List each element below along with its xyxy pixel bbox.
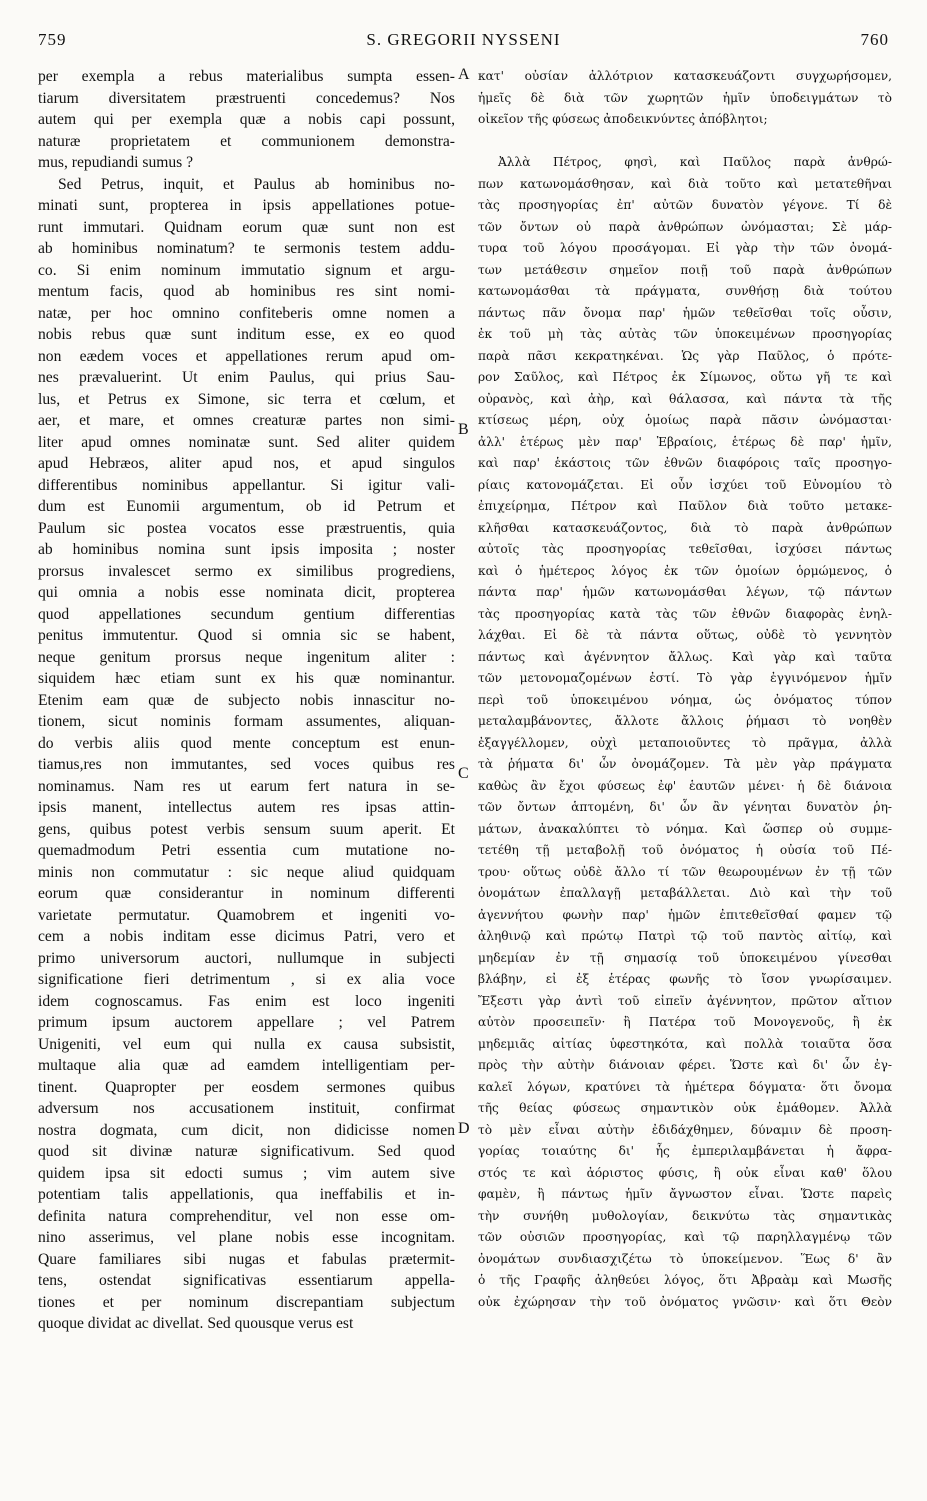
latin-text-line: penitus immutentur. Quod si omnia sic se habent, xyxy=(38,627,455,644)
greek-text-line: ἐπιχείρημα, Πέτρον καὶ Παῦλον διὰ τοῦτο μετακε- xyxy=(478,499,892,513)
greek-text-line: φαμὲν, ἢ πάντως ἡμῖν ἄγνωστον εἶναι. Ὥστε παρεὶς xyxy=(478,1187,892,1201)
greek-text-line: κατωνομάσθαι τὰ πράγματα, συνθήσῃ διὰ τούτου xyxy=(478,284,892,298)
latin-text-line: cem a nobis inditam esse dicimus Patri, vero et xyxy=(38,928,455,945)
latin-text-line: prorsus invalescet sermo ex similibus progrediens, xyxy=(38,562,455,580)
greek-text-line: τῆς θείας φύσεως σημαντικὸν οὐκ ἐμάθομεν. Ἀλλὰ xyxy=(478,1101,892,1115)
greek-text-line: καθὼς ἂν ἔχοι φύσεως ἐφ' ἑαυτῶν μένει· ἡ δὲ διάνοια xyxy=(478,778,892,793)
latin-text-line: qui omnia a nobis esse nominata dicit, propterea xyxy=(38,584,455,601)
latin-text-line: adversum nos accusationem instituit, confirmat xyxy=(38,1100,455,1117)
greek-text-line: λάχθαι. Εἰ δὲ τὰ πάντα οὕτως, οὐδὲ τὸ γεννητὸν xyxy=(478,628,892,642)
section-marker-a: A xyxy=(458,66,470,83)
page-number-right: 760 xyxy=(860,30,889,49)
page-number-left: 759 xyxy=(38,30,67,49)
greek-text-line: ρον Σαῦλος, καὶ Πέτρος ἐκ Σίμωνος, οὕτω γῆ τε καὶ xyxy=(478,370,892,384)
greek-text-line: ρίαις κατονομάζεται. Εἰ οὖν ἰσχύει τοῦ Εὐνομίου τὸ xyxy=(478,477,892,492)
greek-text-line: ὁ τῆς Γραφῆς ἀληθεύει λόγος, ὅτι Ἀβραὰμ καὶ Μωσῆς xyxy=(478,1273,892,1287)
latin-text-line: quoque dividat ac divellat. Sed quousque verus est xyxy=(38,1315,354,1332)
latin-text-line: significatione fieri detrimentum , si ex alia voce xyxy=(38,971,455,988)
latin-text-line: tens, ostendat significativas essentiarum appella- xyxy=(38,1272,455,1289)
latin-text-line: definita natura comprehenditur, vel non esse om- xyxy=(38,1207,455,1225)
page-header xyxy=(38,30,889,56)
latin-text-line: potentiam talis appellationis, qua ineffabilis et in- xyxy=(38,1186,455,1203)
latin-column xyxy=(38,66,455,1335)
greek-text-line: μηδεμιᾶς αἰτίας ὑφεστηκότα, καὶ πολλὰ τοιαῦτα ὅσα xyxy=(478,1036,892,1051)
greek-text-line: στός τε καὶ ἀόριστος φύσις, ἢ οὐκ εἶναι καθ' ὅλου xyxy=(478,1165,892,1180)
latin-text-line: natæ, per hoc omnino confiteberis omne nomen a xyxy=(38,304,455,322)
latin-text-line: ab hominibus nominatum? te sermonis testem addu- xyxy=(38,240,455,257)
greek-text-line: τὰ ῥήματα δι' ὧν ὀνομάζομεν. Τὰ μὲν γὰρ πράγματα xyxy=(478,757,892,771)
latin-text-line: tinent. Quapropter per eosdem sermones quibus xyxy=(38,1078,455,1096)
greek-text-line: τὴν συνήθη μυθολογίαν, δεικνύτω τὰς σημαντικὰς xyxy=(478,1208,892,1223)
greek-text-line: ἀγεννήτου φωνὴν παρ' ἡμῶν ἐπιτεθεῖσθαί φαμεν τῷ xyxy=(478,907,892,922)
greek-text-line: τὰς προσηγορίας κατὰ τὰς τῶν ἐθνῶν διαφορὰς ἐνηλ- xyxy=(478,606,892,621)
latin-text-line: quidem ipsa sit edocti sumus ; vim autem sive xyxy=(38,1164,455,1182)
latin-text-line: autem qui per exempla quæ a nobis capi possunt, xyxy=(38,111,455,128)
latin-text-line: Unigeniti, vel eum qui nulla ex causa subsistit, xyxy=(38,1035,455,1053)
greek-text-line: ἐκ τοῦ μὴ τὰς αὐτὰς τῶν ὑποκειμένων προσηγορίας xyxy=(478,327,892,341)
greek-text-line: τῶν μετονομαζομένων ἐστί. Τὸ γὰρ ἐγγινόμενον ἡμῖν xyxy=(478,671,892,685)
section-marker-d: D xyxy=(458,1120,470,1137)
greek-text-line: Ἀλλὰ Πέτρος, φησὶ, καὶ Παῦλος παρὰ ἀνθρώ- xyxy=(498,155,892,169)
latin-text-line: tiarum diversitatem præstruenti concedemus? Nos xyxy=(38,89,455,107)
latin-text-line: quod appellationes secundum gentium differentias xyxy=(38,605,455,623)
latin-text-line: siquidem hæc etiam sunt ex his quæ nominantur. xyxy=(38,670,455,687)
greek-text-line: μηδεμίαν ἐν τῇ σημασίᾳ τοῦ ὑποκειμένου γίνεσθαι xyxy=(478,950,892,965)
greek-text-line: τυρα τοῦ λόγου προσάγομαι. Εἰ γὰρ τὴν τῶν ὀνομά- xyxy=(478,241,892,255)
greek-text-line: περὶ τοῦ ὑποκειμένου νόημα, ὡς ὀνόματος τύπον xyxy=(478,692,892,707)
greek-text-line: αὐτοῖς τὰς προσηγορίας τεθεῖσθαι, ἰσχύσει πάντως xyxy=(478,542,892,556)
section-marker-c: C xyxy=(458,765,469,782)
latin-text-line: nino asserimus, vel plane nobis esse incognitam. xyxy=(38,1229,455,1246)
latin-text-line: non eædem voces et appellationes rerum apud om- xyxy=(38,347,455,365)
latin-text-line: ab hominibus nomina sunt ipsis imposita ; noster xyxy=(38,541,455,558)
greek-text-line: κτίσεως μέρη, οὐχ ὁμοίως παρὰ πᾶσιν ὠνόμασται· xyxy=(478,413,892,427)
greek-text-line: ἐξαγγέλλομεν, οὐχὶ μεταποιοῦντες τὸ πρᾶγμα, ἀλλὰ xyxy=(478,735,892,750)
latin-text-line: neque genitum prorsus neque ingenitum aliter : xyxy=(38,648,455,666)
latin-text-line: eorum quæ considerantur in nominum differenti xyxy=(38,885,455,902)
latin-text-line: multaque alia quæ ad eamdem intelligentiam per- xyxy=(38,1057,455,1074)
latin-text-line: co. Si enim nominum immutatio signum et argu- xyxy=(38,261,455,279)
paragraph-gap xyxy=(478,131,892,153)
latin-text-line: Sed Petrus, inquit, et Paulus ab hominibus no- xyxy=(58,175,455,193)
latin-text-line: nobis rebus quæ sunt inditum esse, ex eo quod xyxy=(38,326,455,343)
greek-text-line: μεταλαμβάνοντες, ἄλλοτε ἄλλοις ῥήμασι τὸ νοηθὲν xyxy=(478,714,892,728)
greek-text-line: τῶν οὐσιῶν προσηγορίας, καὶ τῷ παρηλλαγμένῳ τῶν xyxy=(478,1230,892,1244)
latin-text-line: varietate permutatur. Quamobrem et ingeniti vo- xyxy=(38,906,455,924)
greek-text-line: βλάβην, εἰ ἐξ ἑτέρας φωνῆς τὸ ἴσον γνωρίσαιμεν. xyxy=(478,972,892,986)
greek-column xyxy=(478,66,892,1313)
latin-text-line: Quare familiares sibi nugas et fabulas prætermit- xyxy=(38,1250,455,1268)
greek-text-line: των μετάθεσιν σημεῖον ποιῇ τοῦ παρὰ ἀνθρώπων xyxy=(478,262,892,277)
latin-text-line: do verbis aliis quod mente conceptum est enun- xyxy=(38,734,455,752)
greek-text-line: ὀνομάτων ἐπαλλαγῇ μεταβάλλεται. Διὸ καὶ τὴν τοῦ xyxy=(478,886,892,900)
latin-text-line: Etenim eam quæ de subjecto nobis innascitur no- xyxy=(38,691,455,709)
greek-text-line: ἀληθινῷ καὶ πρώτῳ Πατρὶ τῷ τοῦ παντὸς αἰτίῳ, καὶ xyxy=(478,929,892,943)
greek-text-line: παρὰ πᾶσι κεκρατηκέναι. Ὡς γὰρ Παῦλος, ὁ πρότε- xyxy=(478,348,892,363)
greek-text-line: καὶ ὁ ἡμέτερος λόγος ἐκ τῶν ὁμοίων ὁρμώμενος, ὁ xyxy=(478,563,892,578)
greek-text-line: οὐκ ἐχώρησαν τὴν τοῦ ὀνόματος γνῶσιν· καὶ ὅτι Θεὸν xyxy=(478,1294,892,1309)
latin-text-line: naturæ proprietatem et communionem demonstra- xyxy=(38,132,455,150)
latin-text-line: nostra dogmata, cum dicit, non didicisse nomen xyxy=(38,1121,455,1139)
greek-text-line: τῶν ὄντων ἁπτομένη, δι' ὧν ἂν γένηται δυνατὸν ῥη- xyxy=(478,800,892,814)
greek-text-line: μάτων, ἀνακαλύπτει τὸ νόημα. Καὶ ὥσπερ οὐ συμμε- xyxy=(478,821,892,836)
latin-text-line: differentibus nominibus appellantur. Si igitur vali- xyxy=(38,476,455,494)
greek-text-line: ἡμεῖς δὲ διὰ τῶν χωρητῶν ἡμῖν ὑποδειγμάτων τὸ xyxy=(478,90,892,105)
latin-text-line: idem cognoscamus. Fas enim est loco ingeniti xyxy=(38,992,455,1010)
greek-text-line: κλῆσθαι κατασκευάζοντος, διὰ τὸ παρὰ ἀνθρώπων xyxy=(478,520,892,535)
greek-text-line: πάντως πᾶν ὄνομα παρ' ἡμῶν τεθεῖσθαι τοῖς οὖσιν, xyxy=(478,305,892,320)
latin-text-line: dum est Eunomii argumentum, ob id Petrum et xyxy=(38,498,455,515)
latin-text-line: primum ipsum auctorem appellare ; vel Patrem xyxy=(38,1014,455,1031)
greek-text-line: ἀλλ' ἑτέρως μὲν παρ' Ἑβραίοις, ἑτέρως δὲ παρ' ἡμῖν, xyxy=(478,434,892,449)
greek-text-line: καλεῖ λόγων, κρατύνει τὰ ἡμέτερα δόγματα· ὅτι ὄνομα xyxy=(478,1079,892,1094)
latin-text-line: quod sit divinæ naturæ significativum. Sed quod xyxy=(38,1143,455,1160)
latin-text-line: minati sunt, propterea in ipsis appellationes potue- xyxy=(38,197,455,214)
latin-text-line: lus, et Petrus ex Simone, sic terra et cœlum, et xyxy=(38,390,455,408)
latin-text-line: Paulum sic postea vocatos esse præstruentis, quia xyxy=(38,519,455,537)
latin-text-line: ipsis manent, intellectus autem res ipsas attin- xyxy=(38,799,455,816)
latin-text-line: minis non commutatur : sic neque aliud quidquam xyxy=(38,863,455,881)
latin-text-line: tiones et per nominum discrepantiam subjectum xyxy=(38,1293,455,1311)
latin-text-line: per exempla a rebus materialibus sumpta essen- xyxy=(38,68,455,85)
running-title: S. GREGORII NYSSENI xyxy=(366,30,561,49)
greek-text-line: καὶ παρ' ἑκάστοις τῶν ἐθνῶν διαφόροις ταῖς προσηγο- xyxy=(478,456,892,470)
greek-text-line: πάντα παρ' ἡμῶν κατωνομάσθαι λέγων, τῷ πάντων xyxy=(478,585,892,599)
greek-text-line: τὰς προσηγορίας ἐπ' αὐτῶν δυνατὸν γέγονε. Τί δὲ xyxy=(478,198,892,212)
greek-text-line: ὀνομάτων συνδιασχιζέτω τὸ ὑποκείμενον. Ἕως δ' ἂν xyxy=(478,1251,892,1266)
greek-text-line: πων κατωνομάσθησαν, καὶ διὰ τοῦτο καὶ μετατεθῆναι xyxy=(478,176,892,191)
latin-text-line: gens, quibus potest verbis sensum suum aperit. Et xyxy=(38,820,455,838)
greek-text-line: τρου· οὕτως οὐδὲ ἄλλο τί τῶν θεωρουμένων ἐν τῇ τῶν xyxy=(478,864,892,879)
greek-text-line: τετέθη τῇ μεταβολῇ τοῦ ὀνόματος ἡ οὐσία τοῦ Πέ- xyxy=(478,843,892,857)
greek-text-line: γορίας τοιαύτης δι' ἧς ἐμπεριλαμβάνεται ἡ ἄφρα- xyxy=(478,1144,892,1158)
latin-text-line: tiamus,res non immutantes, sed voces quibus res xyxy=(38,756,455,773)
greek-text-line: τῶν ὄντων οὐ παρὰ ἀνθρώπων ὠνόμασται; Σὲ μάρ- xyxy=(478,219,892,234)
greek-text-line: τὸ μὲν εἶναι αὐτὴν ἐδιδάχθημεν, δύναμιν δὲ προση- xyxy=(478,1122,892,1137)
greek-text-line: Ἔξεστι γὰρ ἀντὶ τοῦ εἰπεῖν ἀγέννητον, πρῶτον αἴτιον xyxy=(478,993,892,1008)
section-marker-b: B xyxy=(458,421,469,438)
greek-text-line: πρὸς τὴν αὐτὴν διάνοιαν φέρει. Ὥστε καὶ δι' ὧν ἐγ- xyxy=(478,1058,892,1072)
latin-text-line: nes prævaluerint. Ut enim Paulus, qui prius Sau- xyxy=(38,369,455,386)
latin-text-line: mentum facis, quod ab hominibus res sint nomi- xyxy=(38,283,455,300)
latin-text-line: apud Hebræos, aliter apud nos, et apud singulos xyxy=(38,455,455,472)
greek-text-line: κατ' οὐσίαν ἀλλότριον κατασκευάζοντι συγχωρήσομεν, xyxy=(478,69,892,83)
latin-text-line: primo universorum auctori, nullumque in subjecti xyxy=(38,949,455,967)
greek-text-line: οἰκεῖον τῆς φύσεως ἀποδεικνύντες ἀπόβλητοι; xyxy=(478,112,768,126)
greek-text-line: πάντως καὶ ἀγέννητον ἄλλως. Καὶ γὰρ καὶ ταῦτα xyxy=(478,649,892,664)
latin-text-line: mus, repudiandi sumus ? xyxy=(38,154,194,171)
greek-text-line: αὐτὸν προσειπεῖν· ἢ Πατέρα τοῦ Μονογενοῦς, ἢ ἐκ xyxy=(478,1015,892,1029)
latin-text-line: aer, et mare, et omnes creaturæ partes non simi- xyxy=(38,412,455,429)
latin-text-line: quemadmodum Petri essentia cum mutatione no- xyxy=(38,842,455,859)
latin-text-line: runt immutari. Quidnam eorum quæ sunt non est xyxy=(38,218,455,236)
latin-text-line: nominamus. Nam res ut earum fert natura in se- xyxy=(38,777,455,795)
greek-text-line: οὐρανὸς, καὶ ἀὴρ, καὶ θάλασσα, καὶ πάντα τὰ τῆς xyxy=(478,391,892,406)
latin-text-line: liter apud omnes nominatæ sunt. Sed aliter quidem xyxy=(38,433,455,451)
latin-text-line: tionem, sicut nominis formam assumentes, aliquan- xyxy=(38,713,455,730)
